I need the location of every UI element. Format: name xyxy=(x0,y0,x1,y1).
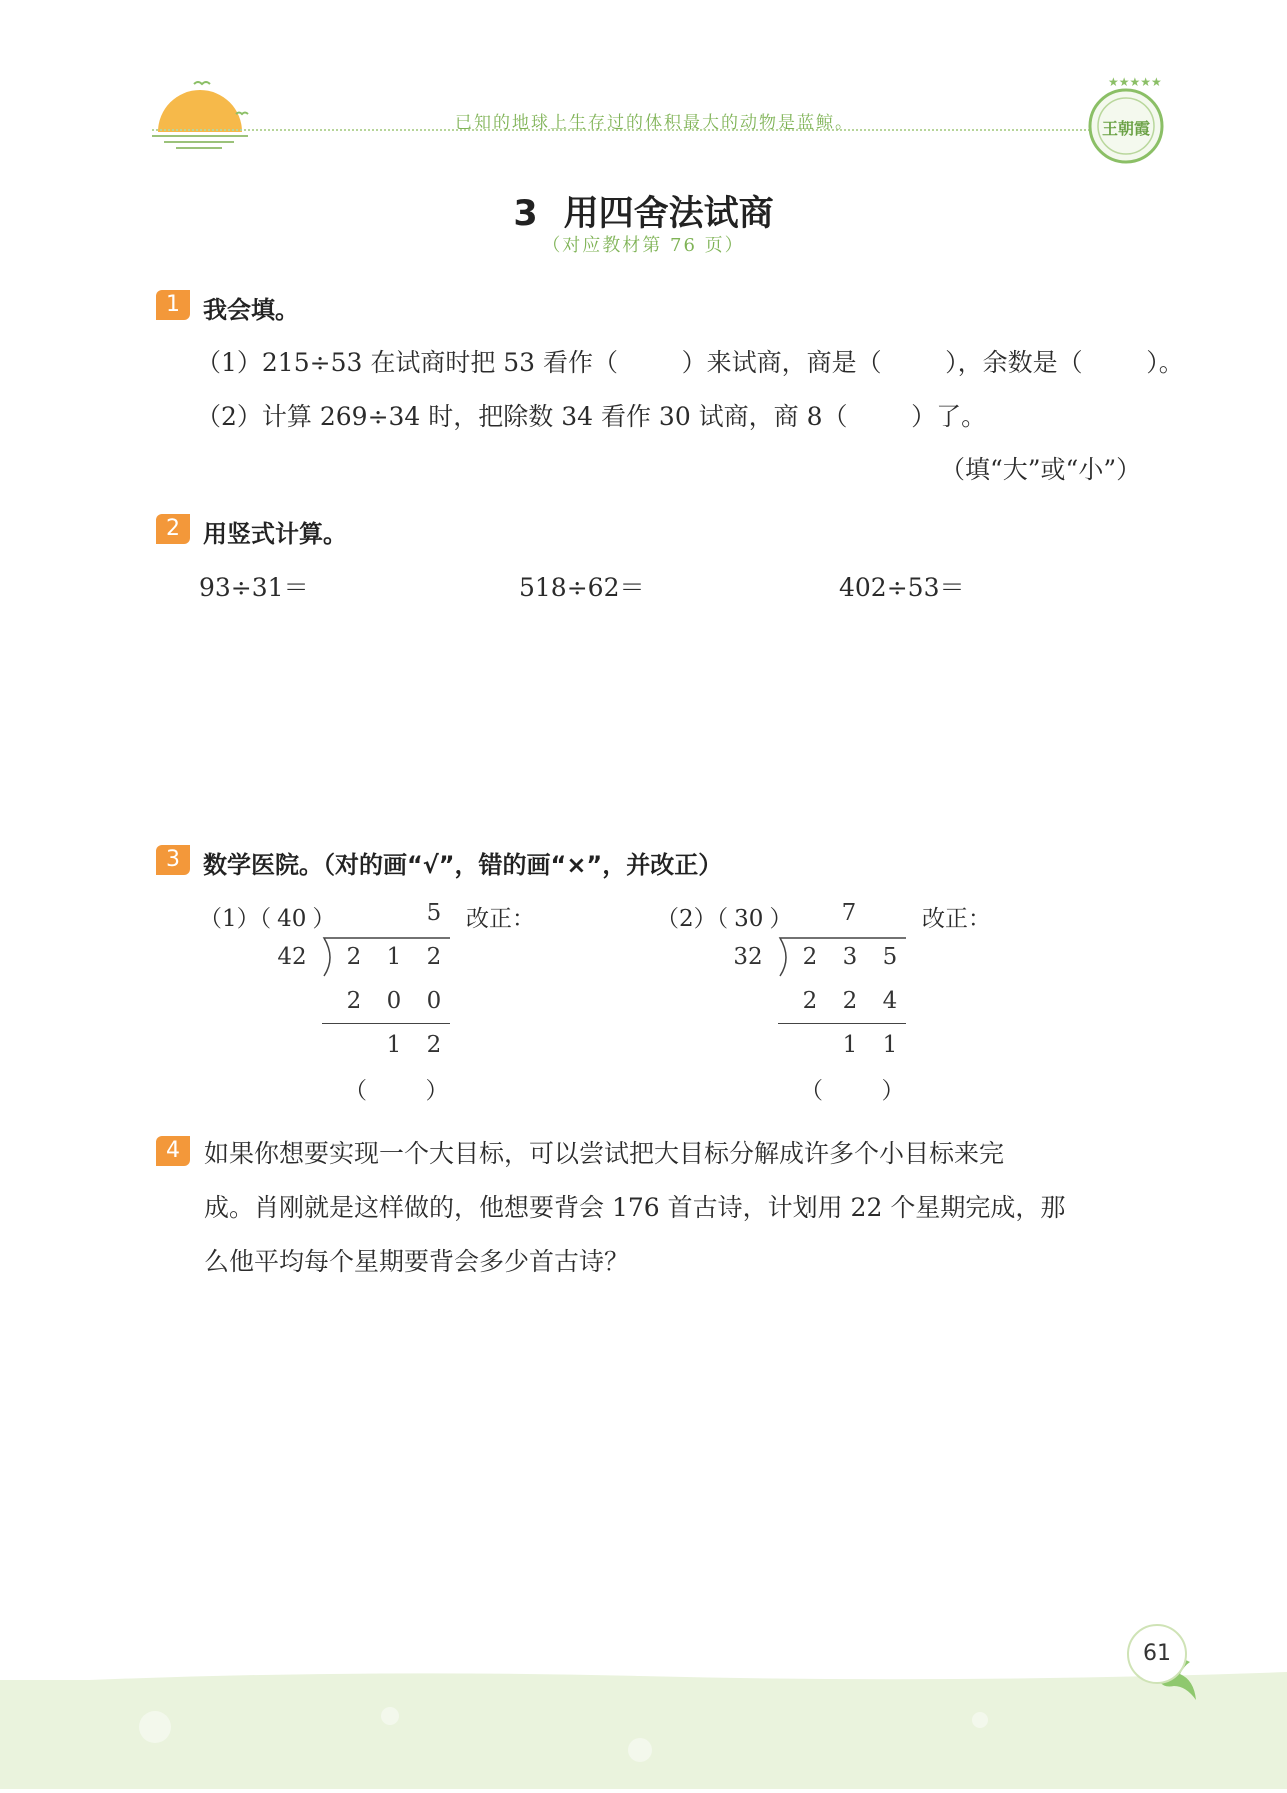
footer-ground xyxy=(0,1680,1287,1789)
item-2-correct-label: 改正： xyxy=(922,906,991,932)
item-1-product-digit: 0 xyxy=(426,988,442,1014)
question-number-1: 1 xyxy=(156,290,190,320)
question-3-heading: 数学医院。（对的画“√”，错的画“×”，并改正） xyxy=(203,851,723,879)
item-1-label: （1）（ 40 ） xyxy=(199,906,336,932)
division-problem-1: 93÷31＝ xyxy=(199,573,309,602)
item-2-product-digit: 2 xyxy=(842,988,858,1014)
question-1-heading: 我会填。 xyxy=(203,296,299,324)
item-1-judge-blank: （ ） xyxy=(344,1078,449,1104)
svg-text:★★★★★: ★★★★★ xyxy=(1108,76,1162,89)
item-1-divisor: 42 xyxy=(277,944,307,970)
question-1-note: （填“大”或“小”） xyxy=(940,455,1142,484)
item-1-product-digit: 2 xyxy=(346,988,362,1014)
item-2-remainder-digit: 1 xyxy=(882,1032,898,1058)
page-number: 61 xyxy=(1127,1624,1187,1684)
question-number-2: 2 xyxy=(156,514,190,544)
lesson-subtitle: （对应教材第 76 页） xyxy=(542,235,745,256)
badge-text: 王朝霞 xyxy=(1101,119,1151,138)
question-2-heading: 用竖式计算。 xyxy=(203,520,347,548)
item-1-remainder-digit: 2 xyxy=(426,1032,442,1058)
item-2-label: （2）（ 30 ） xyxy=(656,906,793,932)
brand-badge-icon xyxy=(1080,76,1172,168)
sunset-icon xyxy=(150,70,260,155)
item-2-subtraction-line xyxy=(778,1023,906,1024)
item-1-correct-label: 改正： xyxy=(466,906,535,932)
item-2-dividend-digit: 5 xyxy=(882,944,898,970)
question-4-line-2: 成。肖刚就是这样做的，他想要背会 176 首古诗，计划用 22 个星期完成，那 xyxy=(204,1193,1066,1222)
division-problem-2: 518÷62＝ xyxy=(519,573,645,602)
item-1-subtraction-line xyxy=(322,1023,450,1024)
item-1-dividend-digit: 2 xyxy=(426,944,442,970)
item-2-quotient: 7 xyxy=(841,900,857,926)
item-1-dividend-digit: 1 xyxy=(386,944,402,970)
division-problem-3: 402÷53＝ xyxy=(839,573,965,602)
item-1-remainder-digit: 1 xyxy=(386,1032,402,1058)
lesson-title: 3 用四舍法试商 xyxy=(513,194,774,234)
item-2-dividend-digit: 3 xyxy=(842,944,858,970)
item-2-remainder-digit: 1 xyxy=(842,1032,858,1058)
question-number-3: 3 xyxy=(156,845,190,875)
question-1-line-1: （1）215÷53 在试商时把 53 看作（ ）来试商，商是（ ），余数是（ ）。 xyxy=(196,348,1184,377)
item-1-product-digit: 0 xyxy=(386,988,402,1014)
footer-bubbles xyxy=(0,1680,1287,1789)
item-2-product-digit: 2 xyxy=(802,988,818,1014)
question-number-4: 4 xyxy=(156,1136,190,1166)
item-2-dividend-digit: 2 xyxy=(802,944,818,970)
question-4-line-3: 么他平均每个星期要背会多少首古诗？ xyxy=(204,1247,630,1276)
item-2-judge-blank: （ ） xyxy=(800,1078,905,1104)
question-1-line-2: （2）计算 269÷34 时，把除数 34 看作 30 试商，商 8（ ）了。 xyxy=(196,402,987,431)
item-1-quotient: 5 xyxy=(426,900,442,926)
item-2-product-digit: 4 xyxy=(882,988,898,1014)
item-1-dividend-digit: 2 xyxy=(346,944,362,970)
question-4-line-1: 如果你想要实现一个大目标，可以尝试把大目标分解成许多个小目标来完 xyxy=(204,1139,1005,1168)
item-2-divisor: 32 xyxy=(733,944,763,970)
header-fact: 已知的地球上生存过的体积最大的动物是蓝鲸。 xyxy=(455,113,854,133)
